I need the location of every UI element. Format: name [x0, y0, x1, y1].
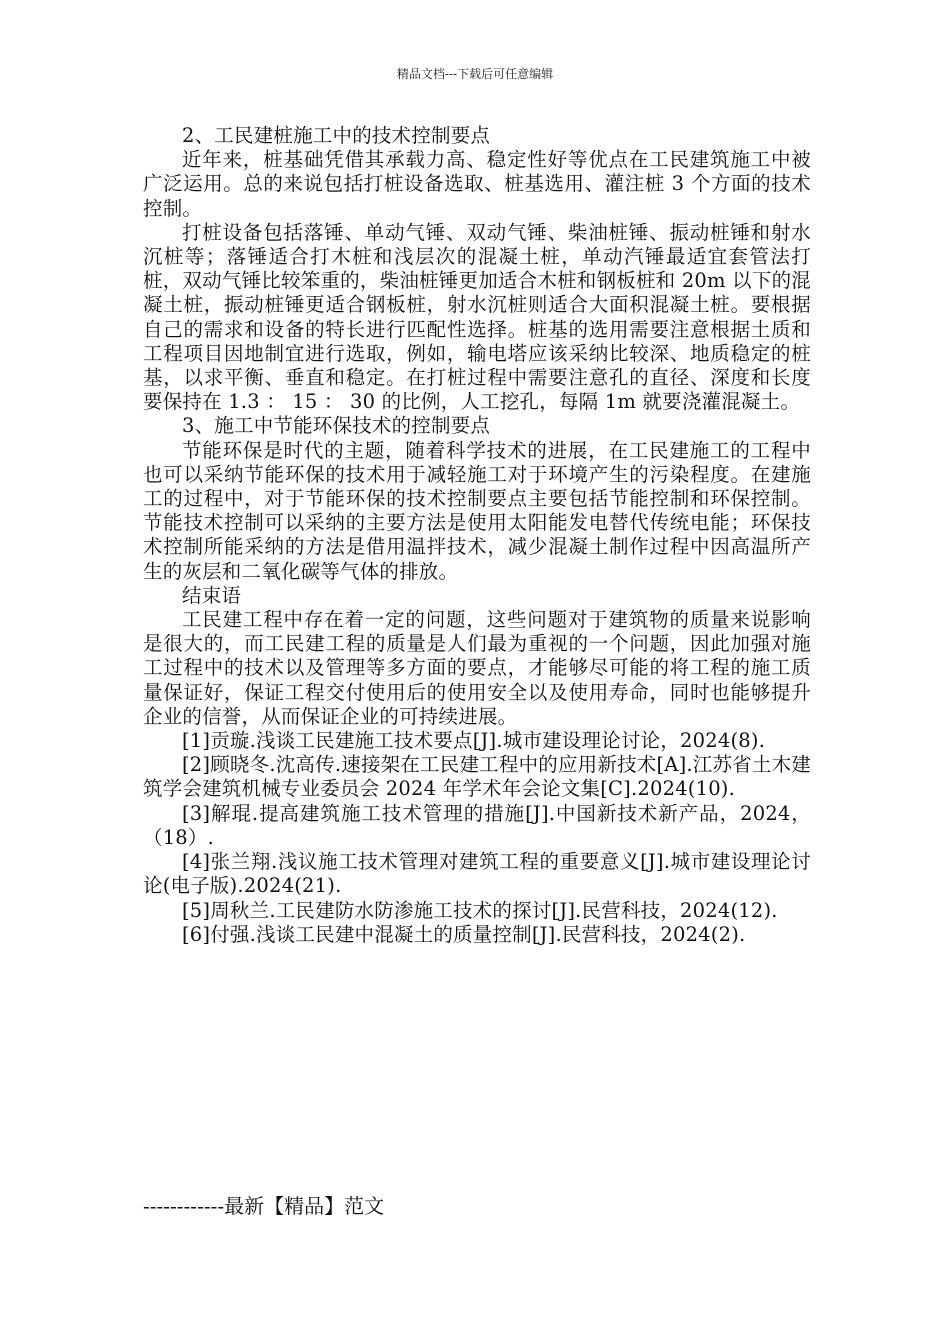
conclusion-paragraph: 工民建工程中存在着一定的问题，这些问题对于建筑物的质量来说影响是很大的，而工民建工程的质量是人们最为重视的一个问题，因此加强对施工过程中的技术以及管理等多方面的要点，才能够尽可能的将工程的施工质量保证好，保证工程交付使用后的使用安全以及使用寿命，同时也能够提升企业的信誉，从而保证企业的可持续进展。 [143, 608, 811, 728]
reference-item-2: [2]顾晓冬.沈高传.速接架在工民建工程中的应用新技术[A].江苏省土木建筑学会建筑机械专业委员会 2024 年学术年会论文集[C].2024(10). [143, 753, 811, 801]
section-3-heading: 3、施工中节能环保技术的控制要点 [182, 414, 491, 438]
reference-item-4: [4]张兰翔.浅议施工技术管理对建筑工程的重要意义[J].城市建设理论讨论(电子版).2024(21). [143, 850, 811, 898]
reference-item-3: [3]解琨.提高建筑施工技术管理的措施[J].中国新技术新产品，2024，（18）. [143, 801, 811, 849]
reference-item-6: [6]付强.浅谈工民建中混凝土的质量控制[J].民营科技，2024(2). [182, 922, 746, 946]
section-2-paragraph-2: 打桩设备包括落锤、单动气锤、双动气锤、柴油桩锤、振动桩锤和射水沉桩等；落锤适合打木桩和浅层次的混凝土桩，单动汽锤最适宜套管法打桩，双动气锤比较笨重的，柴油桩锤更加适合木桩和钢板桩和 20m 以下的混凝土桩，振动桩锤更适合钢板桩，射水沉桩则适合大面积混凝土桩。要根据自己的需求和设备的特长进行匹配性选择。桩基的选用需要注意根据土质和工程项目因地制宜进行选取，例如，输电塔应该采纳比较深、地质稳定的桩基，以求平衡、垂直和稳定。在打桩过程中需要注意孔的直径、深度和长度要保持在 1.3 ： 15 ： 30 的比例，人工挖孔，每隔 1m 就要浇灌混凝土。 [143, 220, 811, 414]
reference-item-5: [5]周秋兰.工民建防水防渗施工技术的探讨[J].民营科技，2024(12). [182, 898, 778, 922]
page-footer: ------------最新【精品】范文 [143, 1194, 385, 1218]
section-2-paragraph-1: 近年来，桩基础凭借其承载力高、稳定性好等优点在工民建筑施工中被广泛运用。总的来说包括打桩设备选取、桩基选用、灌注桩 3 个方面的技术控制。 [143, 148, 811, 220]
section-3-paragraph-1: 节能环保是时代的主题，随着科学技术的进展，在工民建施工的工程中也可以采纳节能环保的技术用于减轻施工对于环境产生的污染程度。在建施工的过程中，对于节能环保的技术控制要点主要包括节能控制和环保控制。节能技术控制可以采纳的主要方法是使用太阳能发电替代传统电能；环保技术控制所能采纳的方法是借用温拌技术，减少混凝土制作过程中因高温所产生的灰层和二氧化碳等气体的排放。 [143, 438, 811, 583]
section-2-heading: 2、工民建桩施工中的技术控制要点 [182, 124, 491, 147]
page-header: 精品文档---下载后可任意编辑 [396, 67, 554, 81]
conclusion-heading: 结束语 [182, 583, 242, 607]
reference-item-1: [1]贡璇.浅谈工民建施工技术要点[J].城市建设理论讨论，2024(8). [182, 729, 766, 753]
document-body [143, 124, 811, 947]
